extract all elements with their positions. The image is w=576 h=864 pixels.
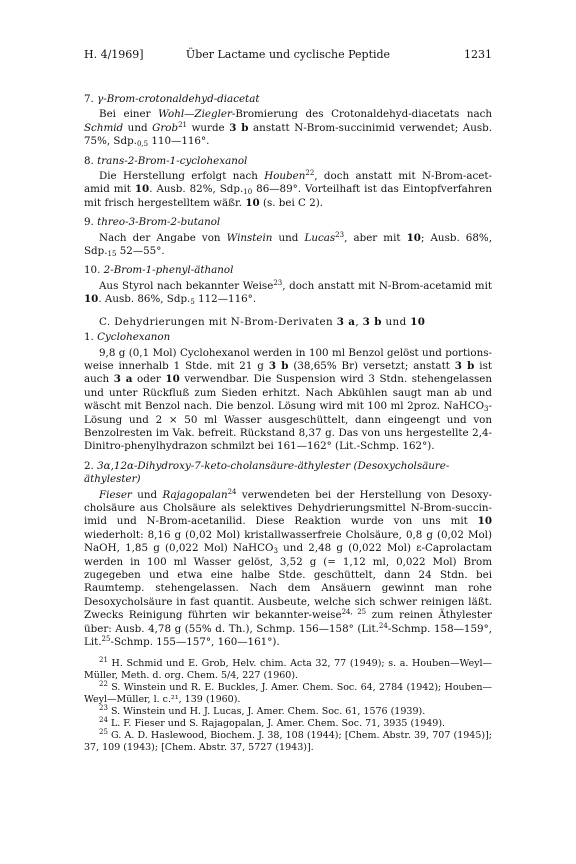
footnote-22: $^{22}$ S. Winstein und R. E. Buckles, J. Amer. Chem. Soc. 64, 2784 (1942); Houben—Weyl—Müller, l. c.²¹, 139 (1960). [84,680,492,706]
c1-heading: 1. Cyclohexanon [84,331,171,344]
section-c-heading: C. Dehydrierungen mit N-Brom-Derivaten 3 a, 3 b und 10 [99,315,426,328]
item-10-text: Aus Styrol nach bekannter Weise$^{23}$, doch anstatt mit N-Brom-acetamid mit 10. Ausb. 86%, $Sdp._5$ 112—116°. [84,278,493,307]
item-8-text: Die Herstellung erfolgt nach Houben$^{22}$, doch anstatt mit N-Brom-acet-amid mit 10. Ausb. 82%, $Sdp._{10}$ 86—89°. Vorteilhaft ist das Eintopfverfahren mit frisch hergestelltem wäßr. 10 (s. bei C 2). [84,169,492,209]
item-7-text: Bei einer Wohl—Ziegler-Bromierung des Crotonaldehyd-diacetats nach Schmid und Grob$^{21}$ wurde 3 b anstatt N-Brom-succinimid verwendet; Ausb. 75%, $Sdp._{0,5}$ 110—116°. [84,108,492,149]
footnotes [84,658,492,754]
c1-text: 9,8 g (0,1 Mol) Cyclohexanol werden in 100 ml Benzol gelöst und portions-weise innerhalb 1 Stde. mit 21 g 3 b (38,65% Br) versetzt; anstatt 3 b ist auch 3 a oder 10 verwendbar. Die Suspension wird 3 Stdn. stehengelassen und unter Rückfluß zum Sieden erhitzt. Nach Abkühlen saugt man ab und wäscht mit Benzol nach. Die benzol. Lösung wird mit 100 ml 2proz. NaHCO$_3$-Lösung und 2 × 50 ml Wasser ausgeschüttelt, dann eingeengt und von Benzolresten im Vak. befreit. Rückstand 8,37 g. Das von uns hergestellte 2,4-Dinitro-phenylhydrazon schmilzt bei 161—162° (Lit.-Schmp. 162°). [84,346,492,453]
item-7-heading: 7. γ-Brom-crotonaldehyd-diacetat [84,93,260,105]
item-9-text: Nach der Angabe von Winstein und Lucas$^{23}$, aber mit 10; Ausb. 68%, $Sdp._{15}$ 52—55°. [84,230,492,259]
footnote-21: $^{21}$ H. Schmid und E. Grob, Helv. chim. Acta 32, 77 (1949); s. a. Houben—Weyl—Müller, Meth. d. org. Chem. 5/4, 227 (1960). [84,656,492,682]
item-8-heading: 8. trans-2-Brom-1-cyclohexanol [84,154,248,167]
item-9-heading: 9. threo-3-Brom-2-butanol [84,216,221,229]
header-issue: H. 4/1969] [84,48,144,61]
article-body [84,87,492,754]
c2-text: Fieser und Rajagopalan$^{24}$ verwendeten bei der Herstellung von Desoxy-cholsäure aus Cholsäure als selektives Dehydrierungsmittel N-Brom-succin-imid und N-Brom-acetanilid. Diese Reaktion wurde von uns mit 10 wiederholt: 8,16 g (0,02 Mol) kristallwasserfreie Cholsäure, 0,8 g (0,02 Mol) NaOH, 1,85 g (0,022 Mol) NaHCO$_3$ und 2,48 g (0,022 Mol) ε-Caprolactam werden in 100 ml Wasser gelöst, 3,52 g (= 1,12 ml, 0,022 Mol) Brom zugegeben und etwa eine halbe Stde. geschüttelt, dann 24 Stdn. bei Raumtemp. stehengelassen. Nach dem Ansäuern gewinnt man rohe Desoxycholsäure in fast quantit. Ausbeute, welche sich schwer reinigen läßt. Zwecks Reinigung führten wir bekannter-weise$^{24, 25}$ zum reinen Äthylester über: Ausb. 4,78 g (55% d. Th.), Schmp. 156—158° (Lit.$^{24}$-Schmp. 158—159°, Lit.$^{25}$-Schmp. 155—157°, 160—161°). [84,487,493,649]
c2-heading: 2. 3α,12α-Dihydroxy-7-keto-cholansäure-äthylester (Desoxycholsäure-äthylester) [84,459,450,486]
header-title: Über Lactame und cyclische Peptide [185,48,391,61]
running-header [84,48,492,64]
footnote-25: $^{25}$ G. A. D. Haslewood, Biochem. J. 38, 108 (1944); [Chem. Abstr. 39, 707 (1945)]; 37, 109 (1943); [Chem. Abstr. 37, 5727 (1943)]. [84,728,492,754]
footnote-23: $^{23}$ S. Winstein und H. J. Lucas, J. Amer. Chem. Soc. 61, 1576 (1939). [99,704,426,718]
item-10-heading: 10. 2-Brom-1-phenyl-äthanol [84,264,234,277]
footnote-24: $^{24}$ L. F. Fieser und S. Rajagopalan, J. Amer. Chem. Soc. 71, 3935 (1949). [99,716,446,730]
page-number: 1231 [464,48,492,61]
